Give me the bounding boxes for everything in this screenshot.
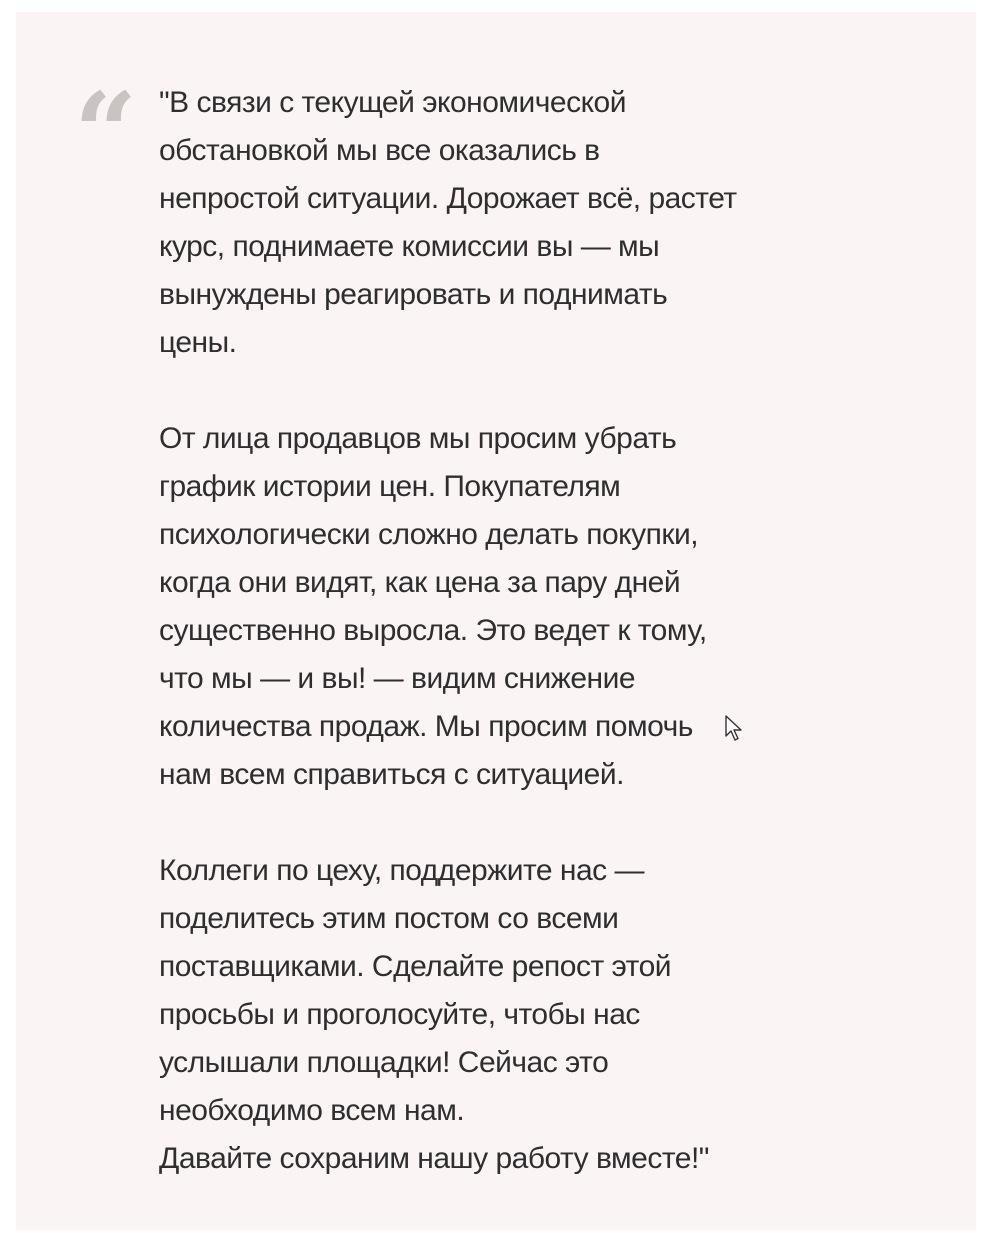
quote-line: От лица продавцов мы просим убрать (159, 422, 677, 455)
quote-line: поделитесь этим постом со всеми (159, 902, 619, 935)
quote-line: когда они видят, как цена за пару дней (159, 566, 681, 599)
quote-paragraph-1 (159, 79, 849, 367)
quote-paragraph-3 (159, 847, 849, 1183)
mouse-cursor-icon (724, 714, 744, 742)
quote-line: курс, поднимаете комиссии вы — мы (159, 230, 660, 263)
quote-line: необходимо всем нам. (159, 1094, 465, 1127)
quote-mark-icon: “ (74, 68, 120, 197)
quote-line: Давайте сохраним нашу работу вместе!" (159, 1142, 709, 1175)
quote-line: вынуждены реагировать и поднимать (159, 278, 668, 311)
quote-text (159, 79, 849, 1183)
quote-line: что мы — и вы! — видим снижение (159, 662, 636, 695)
quote-line: непростой ситуации. Дорожает всё, растет (159, 182, 737, 215)
quote-line: существенно выросла. Это ведет к тому, (159, 614, 707, 647)
quote-line: график истории цен. Покупателям (159, 470, 621, 503)
quote-line: услышали площадки! Сейчас это (159, 1046, 609, 1079)
quote-line: просьбы и проголосуйте, чтобы нас (159, 998, 640, 1031)
quote-line: обстановкой мы все оказались в (159, 134, 600, 167)
quote-line: поставщиками. Сделайте репост этой (159, 950, 672, 983)
quote-card (16, 12, 976, 1230)
quote-line: психологически сложно делать покупки, (159, 518, 699, 551)
quote-paragraph-2 (159, 415, 849, 799)
quote-line: цены. (159, 326, 237, 359)
quote-line: количества продаж. Мы просим помочь (159, 710, 693, 743)
quote-line: "В связи с текущей экономической (159, 86, 627, 119)
quote-line: нам всем справиться с ситуацией. (159, 758, 624, 791)
quote-line: Коллеги по цеху, поддержите нас — (159, 854, 645, 887)
